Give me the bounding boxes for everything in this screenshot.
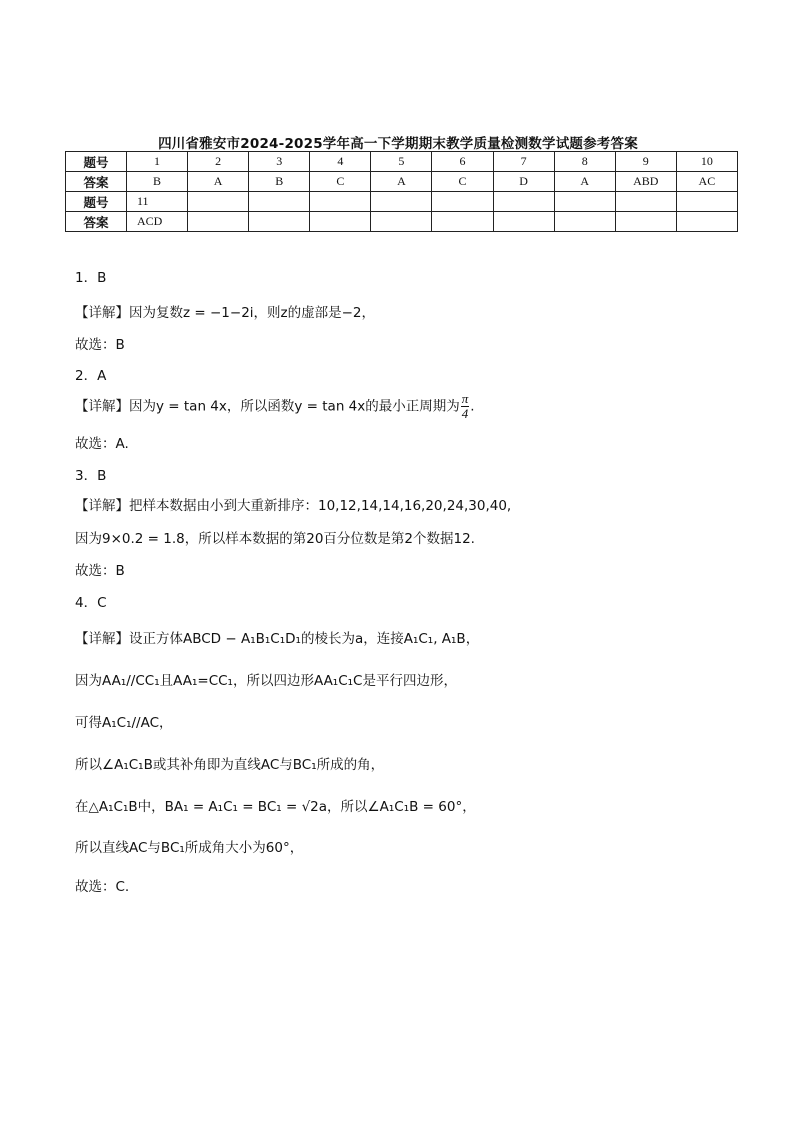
question-number-cell: 11 — [127, 192, 188, 212]
question-number-cell — [310, 192, 371, 212]
q4-detail-2: 因为AA₁//CC₁且AA₁=CC₁，所以四边形AA₁C₁C是平行四边形， — [75, 673, 457, 689]
answer-cell: AC — [676, 172, 737, 192]
fraction-denominator: 4 — [461, 406, 469, 421]
answer-cell: B — [249, 172, 310, 192]
question-number-cell: 7 — [493, 152, 554, 172]
answer-cell — [676, 212, 737, 232]
q3-detail-1: 【详解】把样本数据由小到大重新排序：10,12,14,14,16,20,24,30,40, — [75, 498, 512, 514]
q2-detail-line — [75, 392, 475, 421]
q4-detail-3: 可得A₁C₁//AC， — [75, 715, 173, 731]
q1-heading: 1．B — [75, 270, 107, 286]
answer-table — [65, 151, 738, 232]
q3-detail-2: 因为9×0.2 = 1.8，所以样本数据的第20百分位数是第2个数据12. — [75, 531, 475, 547]
q4-detail-1: 【详解】设正方体ABCD − A₁B₁C₁D₁的棱长为a，连接A₁C₁, A₁B， — [75, 631, 480, 647]
answer-cell: ACD — [127, 212, 188, 232]
q4-heading: 4．C — [75, 595, 107, 611]
row-header-question: 题号 — [66, 192, 127, 212]
q1-choose: 故选：B — [75, 337, 125, 353]
answer-cell — [371, 212, 432, 232]
answer-cell — [188, 212, 249, 232]
question-number-cell: 1 — [127, 152, 188, 172]
question-number-row-2 — [66, 192, 738, 212]
answer-cell — [310, 212, 371, 232]
q2-heading: 2．A — [75, 368, 107, 384]
answer-cell: B — [127, 172, 188, 192]
answer-cell — [554, 212, 615, 232]
question-number-cell — [188, 192, 249, 212]
q2-choose: 故选：A. — [75, 436, 129, 452]
row-header-question: 题号 — [66, 152, 127, 172]
page-title: 四川省雅安市2024-2025学年高一下学期期末教学质量检测数学试题参考答案 — [158, 136, 638, 152]
q2-detail-end: . — [470, 398, 475, 415]
answer-cell — [432, 212, 493, 232]
answer-cell: D — [493, 172, 554, 192]
answer-row-2 — [66, 212, 738, 232]
question-number-cell: 9 — [615, 152, 676, 172]
answer-cell: C — [432, 172, 493, 192]
question-number-cell: 8 — [554, 152, 615, 172]
row-header-answer: 答案 — [66, 212, 127, 232]
answer-cell — [249, 212, 310, 232]
question-number-cell — [493, 192, 554, 212]
question-number-cell: 10 — [676, 152, 737, 172]
answer-cell — [493, 212, 554, 232]
question-number-cell — [249, 192, 310, 212]
question-number-cell: 4 — [310, 152, 371, 172]
answer-cell: A — [188, 172, 249, 192]
question-number-cell: 2 — [188, 152, 249, 172]
answer-cell: C — [310, 172, 371, 192]
question-number-cell — [371, 192, 432, 212]
answer-cell — [615, 212, 676, 232]
q4-choose: 故选：C. — [75, 879, 130, 895]
q3-heading: 3．B — [75, 468, 107, 484]
q4-detail-4: 所以∠A₁C₁B或其补角即为直线AC与BC₁所成的角， — [75, 757, 385, 773]
question-number-cell — [615, 192, 676, 212]
question-number-cell: 6 — [432, 152, 493, 172]
question-number-cell — [432, 192, 493, 212]
q4-detail-6: 所以直线AC与BC₁所成角大小为60°， — [75, 840, 304, 856]
q2-detail: 【详解】因为y = tan 4x，所以函数y = tan 4x的最小正周期为 — [75, 398, 460, 415]
answer-row-1 — [66, 172, 738, 192]
question-number-row-1 — [66, 152, 738, 172]
answer-cell: A — [371, 172, 432, 192]
q4-detail-5: 在△A₁C₁B中，BA₁ = A₁C₁ = BC₁ = √2a，所以∠A₁C₁B = 60°， — [75, 799, 476, 815]
q3-choose: 故选：B — [75, 563, 125, 579]
question-number-cell: 3 — [249, 152, 310, 172]
pi-over-four-fraction — [461, 392, 470, 421]
answer-cell: ABD — [615, 172, 676, 192]
question-number-cell — [554, 192, 615, 212]
question-number-cell: 5 — [371, 152, 432, 172]
fraction-numerator: π — [461, 391, 469, 406]
q1-detail: 【详解】因为复数z = −1−2i，则z的虚部是−2， — [75, 305, 376, 321]
answer-cell: A — [554, 172, 615, 192]
question-number-cell — [676, 192, 737, 212]
row-header-answer: 答案 — [66, 172, 127, 192]
